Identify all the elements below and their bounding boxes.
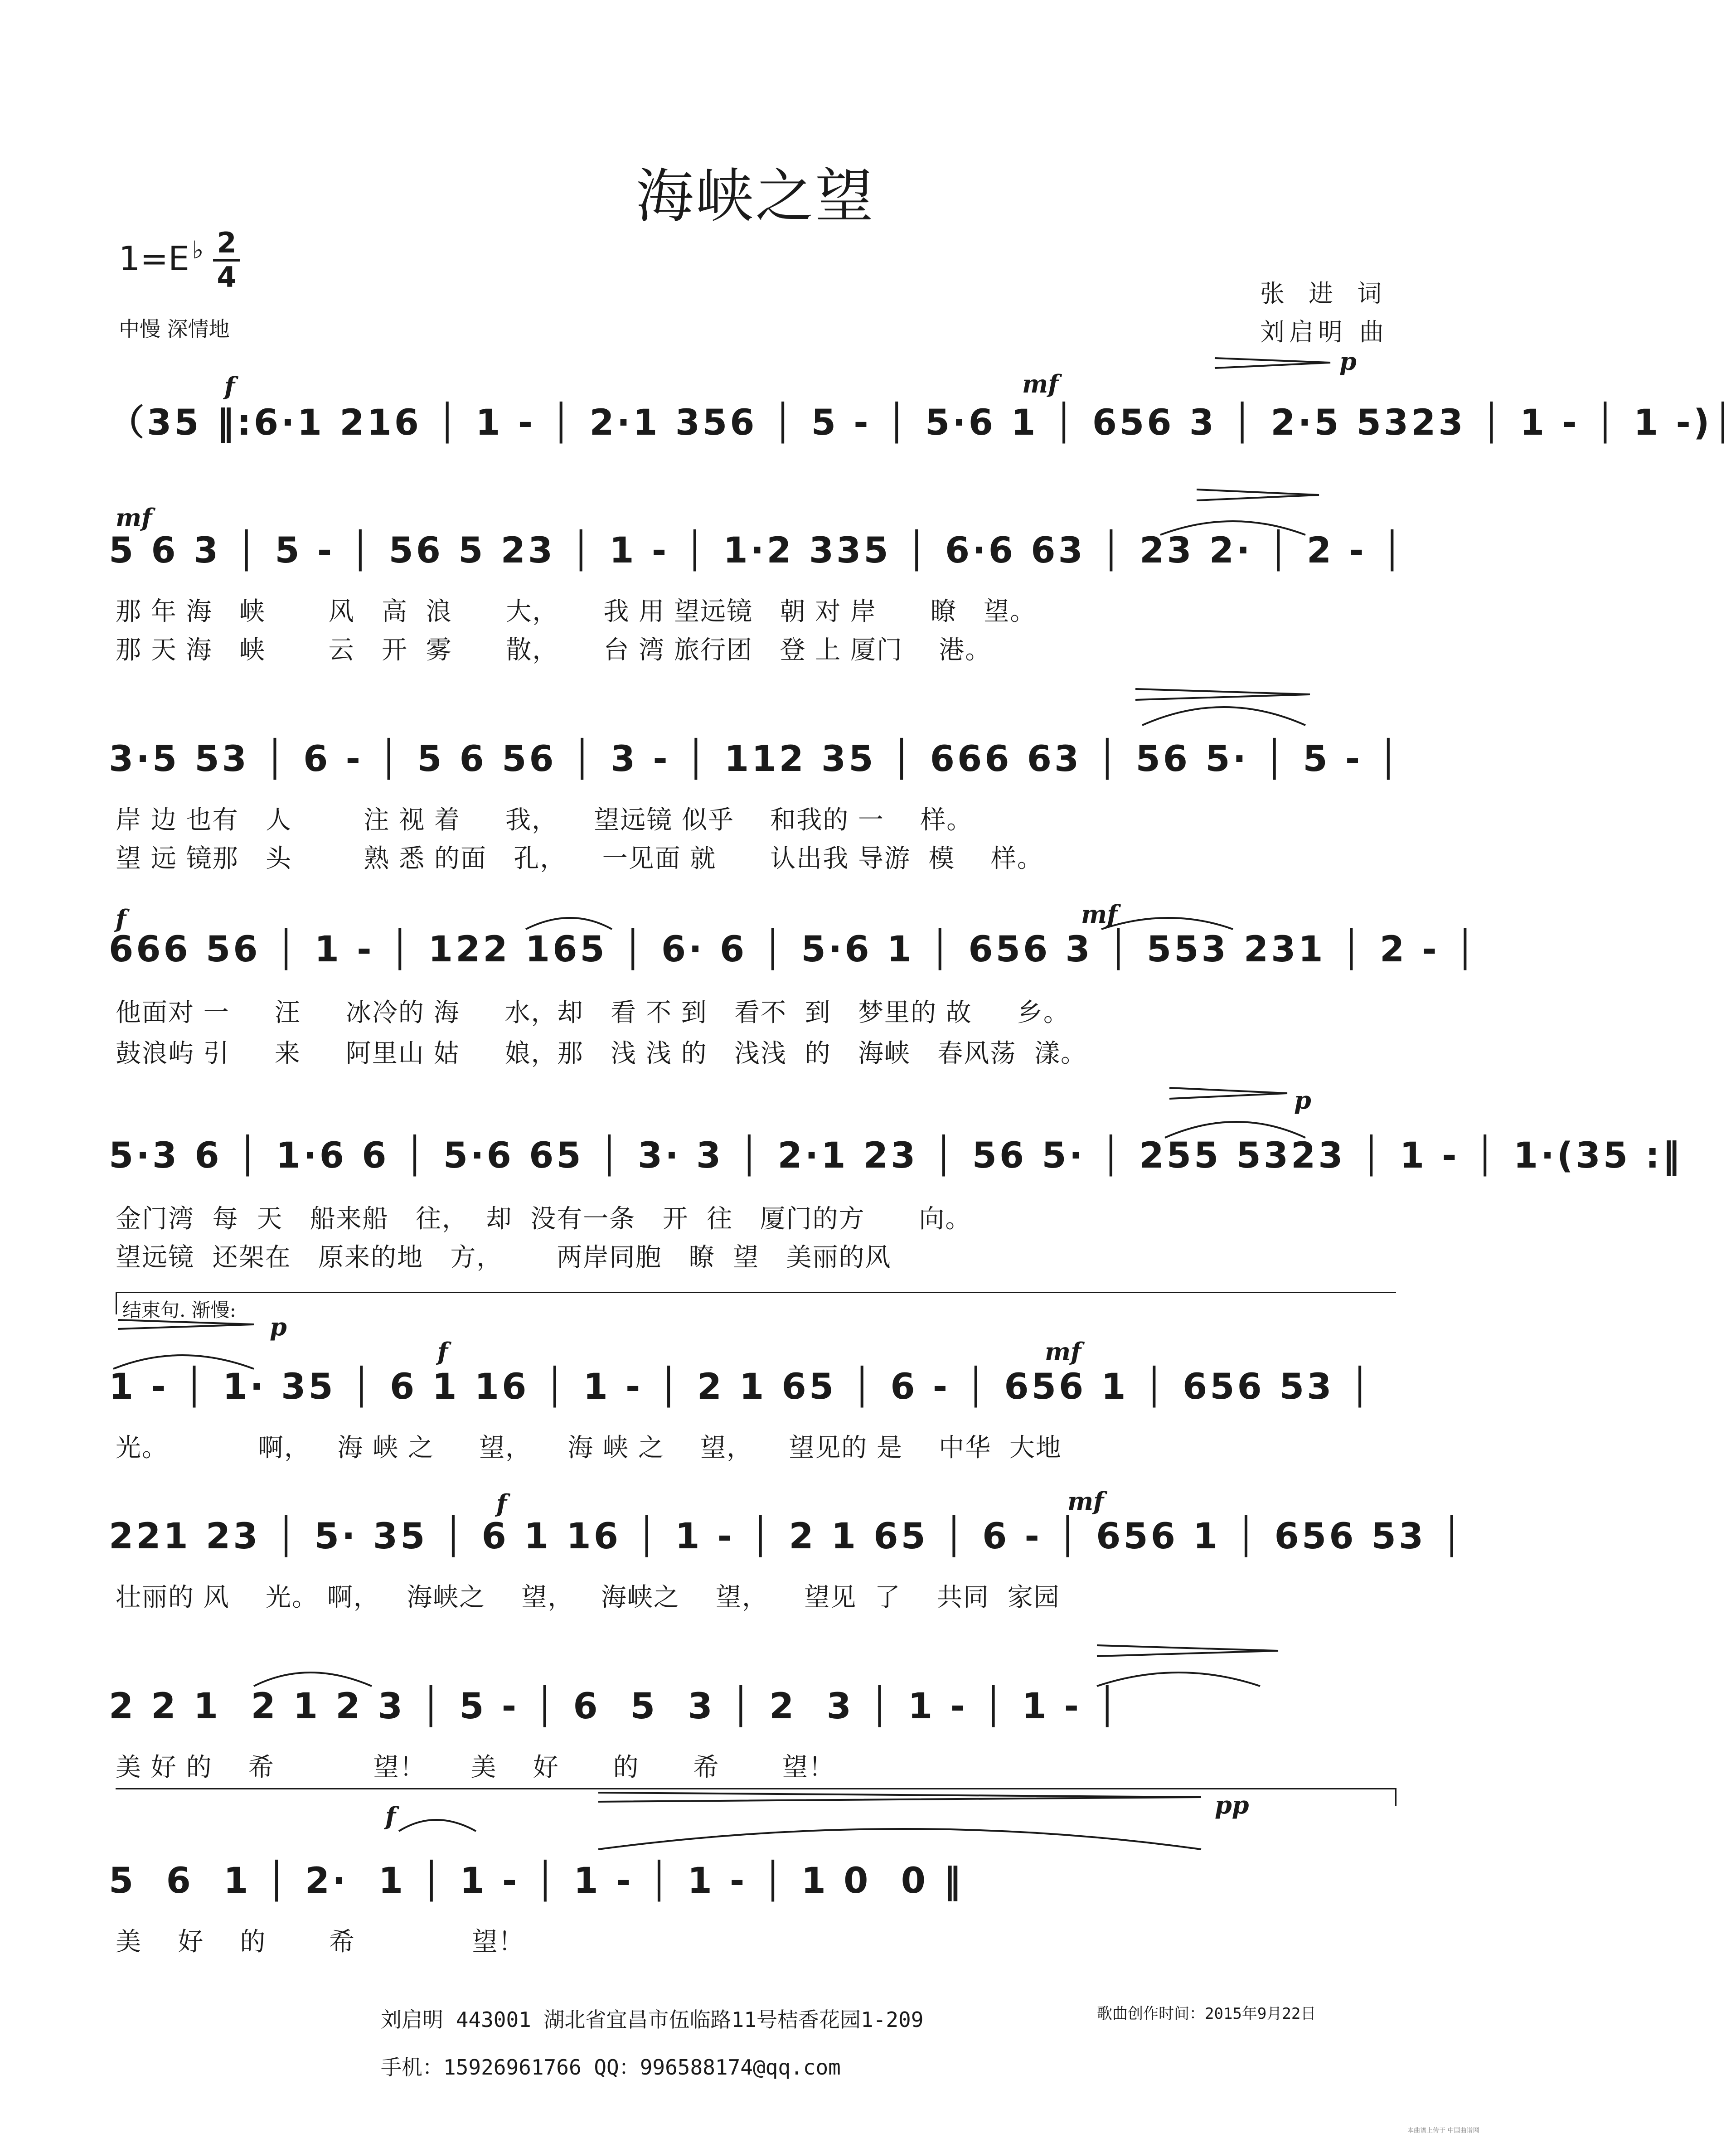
notation-line: 3·5 53 │ 6 - │ 5 6 56 │ 3 - │ 112 35 │ 666 63 │ 56 5· │ 5 - │ (109, 739, 1402, 780)
dynamic-p: p (1339, 347, 1357, 376)
page-title: 海峡之望 (635, 163, 875, 230)
decrescendo-hairpin (598, 1793, 1201, 1802)
lyric-line: 那 年 海 峡 风 高 浪 大， 我 用 望远镜 朝 对 岸 瞭 望。 (116, 597, 1037, 626)
lyric-line: 岸 边 也有 人 注 视 着 我， 望远镜 似乎 和我的 一 样。 (116, 805, 973, 835)
lyric-line: 壮丽的 风 光。 啊， 海峡之 望， 海峡之 望， 望见 了 共同 家园 (116, 1583, 1060, 1612)
slur (526, 918, 612, 929)
notation-line: 5 6 1 │ 2· 1 │ 1 - │ 1 - │ 1 - │ 1 0 0 ‖ (109, 1861, 964, 1901)
slur (113, 1355, 254, 1369)
lyric-line: 美 好 的 希 望！ 美 好 的 希 望！ (116, 1753, 835, 1782)
dynamic-p: p (270, 1312, 287, 1341)
lyric-line: 他面对 一 汪 冰冷的 海 水，却 看 不 到 看不 到 梦里的 故 乡。 (116, 998, 1070, 1028)
slur (1160, 521, 1305, 535)
site-watermark: 本曲谱上传于 中国曲谱网 (1407, 2127, 1479, 2134)
dynamic-f: f (116, 904, 126, 933)
key-text: 1=E (119, 239, 189, 278)
dynamic-mf: mf (116, 503, 152, 532)
dynamic-f: f (437, 1337, 448, 1366)
slur (1097, 1673, 1260, 1686)
meter-top: 2 (217, 226, 237, 259)
dynamic-mf: mf (1045, 1337, 1081, 1366)
slur (1101, 918, 1233, 929)
notation-line: 5·3 6 │ 1·6 6 │ 5·6 65 │ 3· 3 │ 2·1 23 │ 56 5· │ 255 5323 │ 1 - │ 1·(35 :‖ (109, 1135, 1683, 1176)
notation-line: （35 ‖:6·1 216 │ 1 - │ 2·1 356 │ 5 - │ 5·6 1 │ 656 3 │ 2·5 5323 │ 1 - │ 1 -)│ (109, 402, 1736, 443)
slur (254, 1673, 372, 1686)
notation-line: 221 23 │ 5· 35 │ 6 1 16 │ 1 - │ 2 1 65 │ 6 - │ 656 1 │ 656 53 │ (109, 1516, 1465, 1557)
decrescendo-hairpin (1169, 1088, 1287, 1099)
slur (1165, 1122, 1305, 1138)
notation-line: 666 56 │ 1 - │ 122 165 │ 6· 6 │ 5·6 1 │ 656 3 │ 553 231 │ 2 - │ (109, 929, 1479, 970)
decrescendo-hairpin (1135, 689, 1310, 700)
lyric-line: 光。 啊， 海 峡 之 望， 海 峡 之 望， 望见的 是 中华 大地 (116, 1433, 1062, 1463)
meter-bottom: 4 (217, 261, 237, 294)
footer-contact: 手机：15926961766 QQ：996588174@qq.com (381, 2055, 841, 2080)
flat-icon: ♭ (192, 236, 204, 264)
lyric-line: 望远镜 还架在 原来的地 方， 两岸同胞 瞭 望 美丽的风 (116, 1243, 892, 1272)
dynamic-mf: mf (1081, 900, 1118, 929)
lyric-line: 那 天 海 峡 云 开 雾 散， 台 湾 旅行团 登 上 厦门 港。 (116, 635, 992, 665)
dynamic-mf: mf (1022, 369, 1059, 398)
notation-line: 1 - │ 1· 35 │ 6 1 16 │ 1 - │ 2 1 65 │ 6 - │ 656 1 │ 656 53 │ (109, 1367, 1373, 1407)
dynamic-pp: pp (1215, 1790, 1249, 1819)
notation-line: 5 6 3 │ 5 - │ 56 5 23 │ 1 - │ 1·2 335 │ 6·6 63 │ 23 2· │ 2 - │ (109, 530, 1406, 571)
dynamic-mf: mf (1067, 1487, 1104, 1516)
slur (399, 1820, 476, 1831)
coda-label: 结束句. 渐慢: (122, 1299, 236, 1321)
decrescendo-hairpin (1097, 1645, 1278, 1656)
dynamic-f: f (496, 1489, 507, 1518)
slur (1142, 707, 1305, 725)
decrescendo-hairpin (118, 1320, 254, 1329)
lyric-line: 金门湾 每 天 船来船 往， 却 没有一条 开 往 厦门的方 向。 (116, 1204, 972, 1234)
footer-address: 刘启明 443001 湖北省宜昌市伍临路11号桔香花园1-209 (381, 2007, 924, 2032)
composer-credit: 刘启明 曲 (1260, 318, 1389, 346)
notation-line: 2 2 1 2 1 2 3 │ 5 - │ 6 5 3 │ 2 3 │ 1 - │ 1 - │ (109, 1686, 1121, 1727)
lyric-line: 望 远 镜那 头 熟 悉 的面 孔， 一见面 就 认出我 导游 模 样。 (116, 844, 1043, 873)
lyric-line: 鼓浪屿 引 来 阿里山 姑 娘，那 浅 浅 的 浅浅 的 海峡 春风荡 漾。 (116, 1039, 1087, 1068)
slur (598, 1829, 1201, 1849)
dynamic-p: p (1294, 1086, 1311, 1115)
creation-date: 歌曲创作时间：2015年9月22日 (1097, 2005, 1316, 2023)
dynamic-f: f (385, 1802, 396, 1831)
dynamic-f: f (224, 372, 235, 401)
tempo-marking: 中慢 深情地 (119, 317, 230, 341)
decrescendo-hairpin (1197, 490, 1319, 500)
lyricist-credit: 张 进 词 (1260, 279, 1390, 308)
decrescendo-hairpin (1215, 358, 1330, 368)
lyric-line: 美 好 的 希 望！ (116, 1927, 525, 1957)
